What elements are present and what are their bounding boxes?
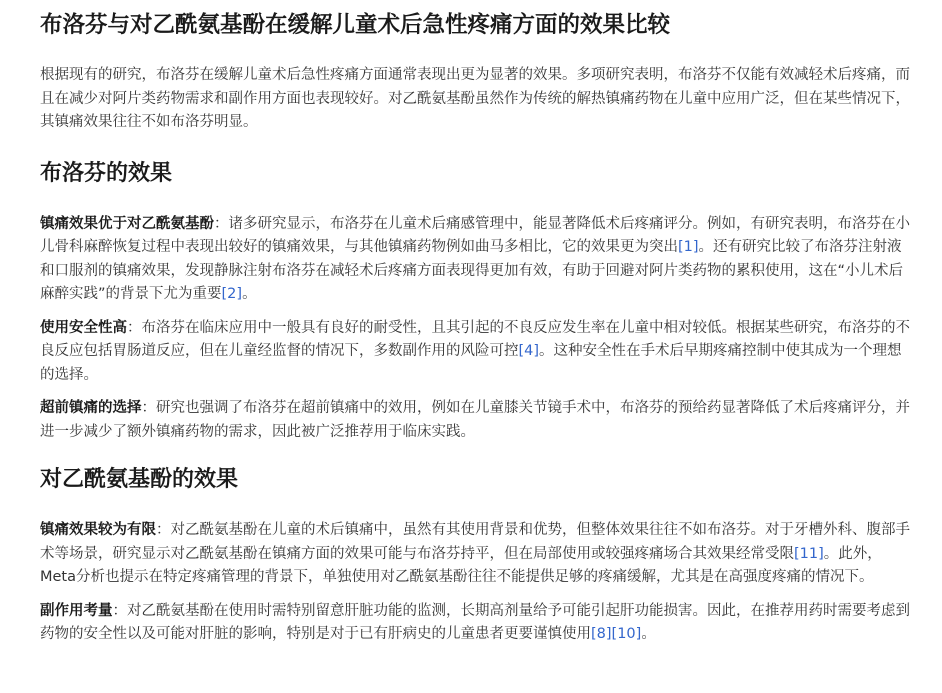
paragraph-label: 副作用考量 [40,602,113,619]
paragraph-text: ：研究也强调了布洛芬在超前镇痛中的效用，例如在儿童膝关节镜手术中，布洛芬的预给药显著降低了术后疼痛评分，并进一步减少了额外镇痛药物的需求，因此被广泛推荐用于临床实践。 [40,400,910,440]
paragraph-text: ：诸多研究显示，布洛芬在儿童术后痛感管理中，能显著降低术后疼痛评分。例如，有研究表明，布洛芬在小儿骨科麻醉恢复过程中表现出较好的镇痛效果，与其他镇痛药物例如曲马多相比，它的效果更为突出 [40,215,910,255]
ibuprofen-paragraph-preemptive [40,397,914,444]
paragraph-text: ：布洛芬在临床应用中一般具有良好的耐受性，且其引起的不良反应发生率在儿童中相对较低。根据某些研究，布洛芬的不良反应包括胃肠道反应，但在儿童经监督的情况下，多数副作用的风险可控 [40,319,910,359]
intro-paragraph: 根据现有的研究，布洛芬在缓解儿童术后急性疼痛方面通常表现出更为显著的效果。多项研究表明，布洛芬不仅能有效减轻术后疼痛，而且在减少对阿片类药物需求和副作用方面也表现较好。对乙酰氨基酚虽然作为传统的解热镇痛药物在儿童中应用广泛，但在某些情况下，其镇痛效果往往不如布洛芬明显。 [40,67,910,130]
citation-link-8[interactable]: [8] [591,626,612,642]
acetaminophen-paragraph-side-effects [40,600,914,647]
paragraph-text: ：对乙酰氨基酚在使用时需特别留意肝脏功能的监测，长期高剂量给予可能引起肝功能损害。因此，在推荐用药时需要考虑到药物的安全性以及可能对肝脏的影响，特别是对于已有肝病史的儿童患者更要谨慎使用 [40,602,910,642]
section-heading-acetaminophen: 对乙酰氨基酚的效果 [40,467,239,492]
section-heading-ibuprofen: 布洛芬的效果 [40,160,173,186]
paragraph-text: 。这种安全性在手术后早期疼痛控制中使其成为一个理想的选择。 [40,343,902,383]
citation-link-2[interactable]: [2] [221,286,243,302]
citation-link-10[interactable]: [10] [611,626,642,642]
citation-link-1[interactable]: [1] [678,239,699,255]
citation-link-11[interactable]: [11] [794,545,824,562]
page-title: 布洛芬与对乙酰氨基酚在缓解儿童术后急性疼痛方面的效果比较 [40,12,671,38]
paragraph-label: 使用安全性高 [40,319,127,336]
paragraph-text: 。 [242,286,257,302]
paragraph-label: 镇痛效果优于对乙酰氨基酚 [40,215,214,232]
ibuprofen-paragraph-analgesia [40,213,914,307]
paragraph-label: 超前镇痛的选择 [40,400,142,416]
citation-link-4[interactable]: [4] [518,343,540,359]
paragraph-text: ：对乙酰氨基酚在儿童的术后镇痛中，虽然有其使用背景和优势，但整体效果往往不如布洛芬。对于牙槽外科、腹部手术等场景，研究显示对乙酰氨基酚在镇痛方面的效果可能与布洛芬持平，但在局部使用或较强疼痛场合其效果经常受限 [40,522,910,562]
paragraph-label: 镇痛效果较为有限 [40,522,156,538]
acetaminophen-paragraph-analgesia [40,519,914,590]
paragraph-text: 。还有研究比较了布洛芬注射液和口服剂的镇痛效果，发现静脉注射布洛芬在减轻术后疼痛方面表现得更加有效，有助于回避对阿片类药物的累积使用，这在“小儿术后麻醉实践”的背景下尤为重要 [40,239,904,302]
paragraph-text: 。 [641,626,656,642]
paragraph-text: 。此外，Meta分析也提示在特定疼痛管理的背景下，单独使用对乙酰氨基酚往往不能提供足够的疼痛缓解，尤其是在高强度疼痛的情况下。 [40,545,882,585]
ibuprofen-paragraph-safety [40,317,914,388]
